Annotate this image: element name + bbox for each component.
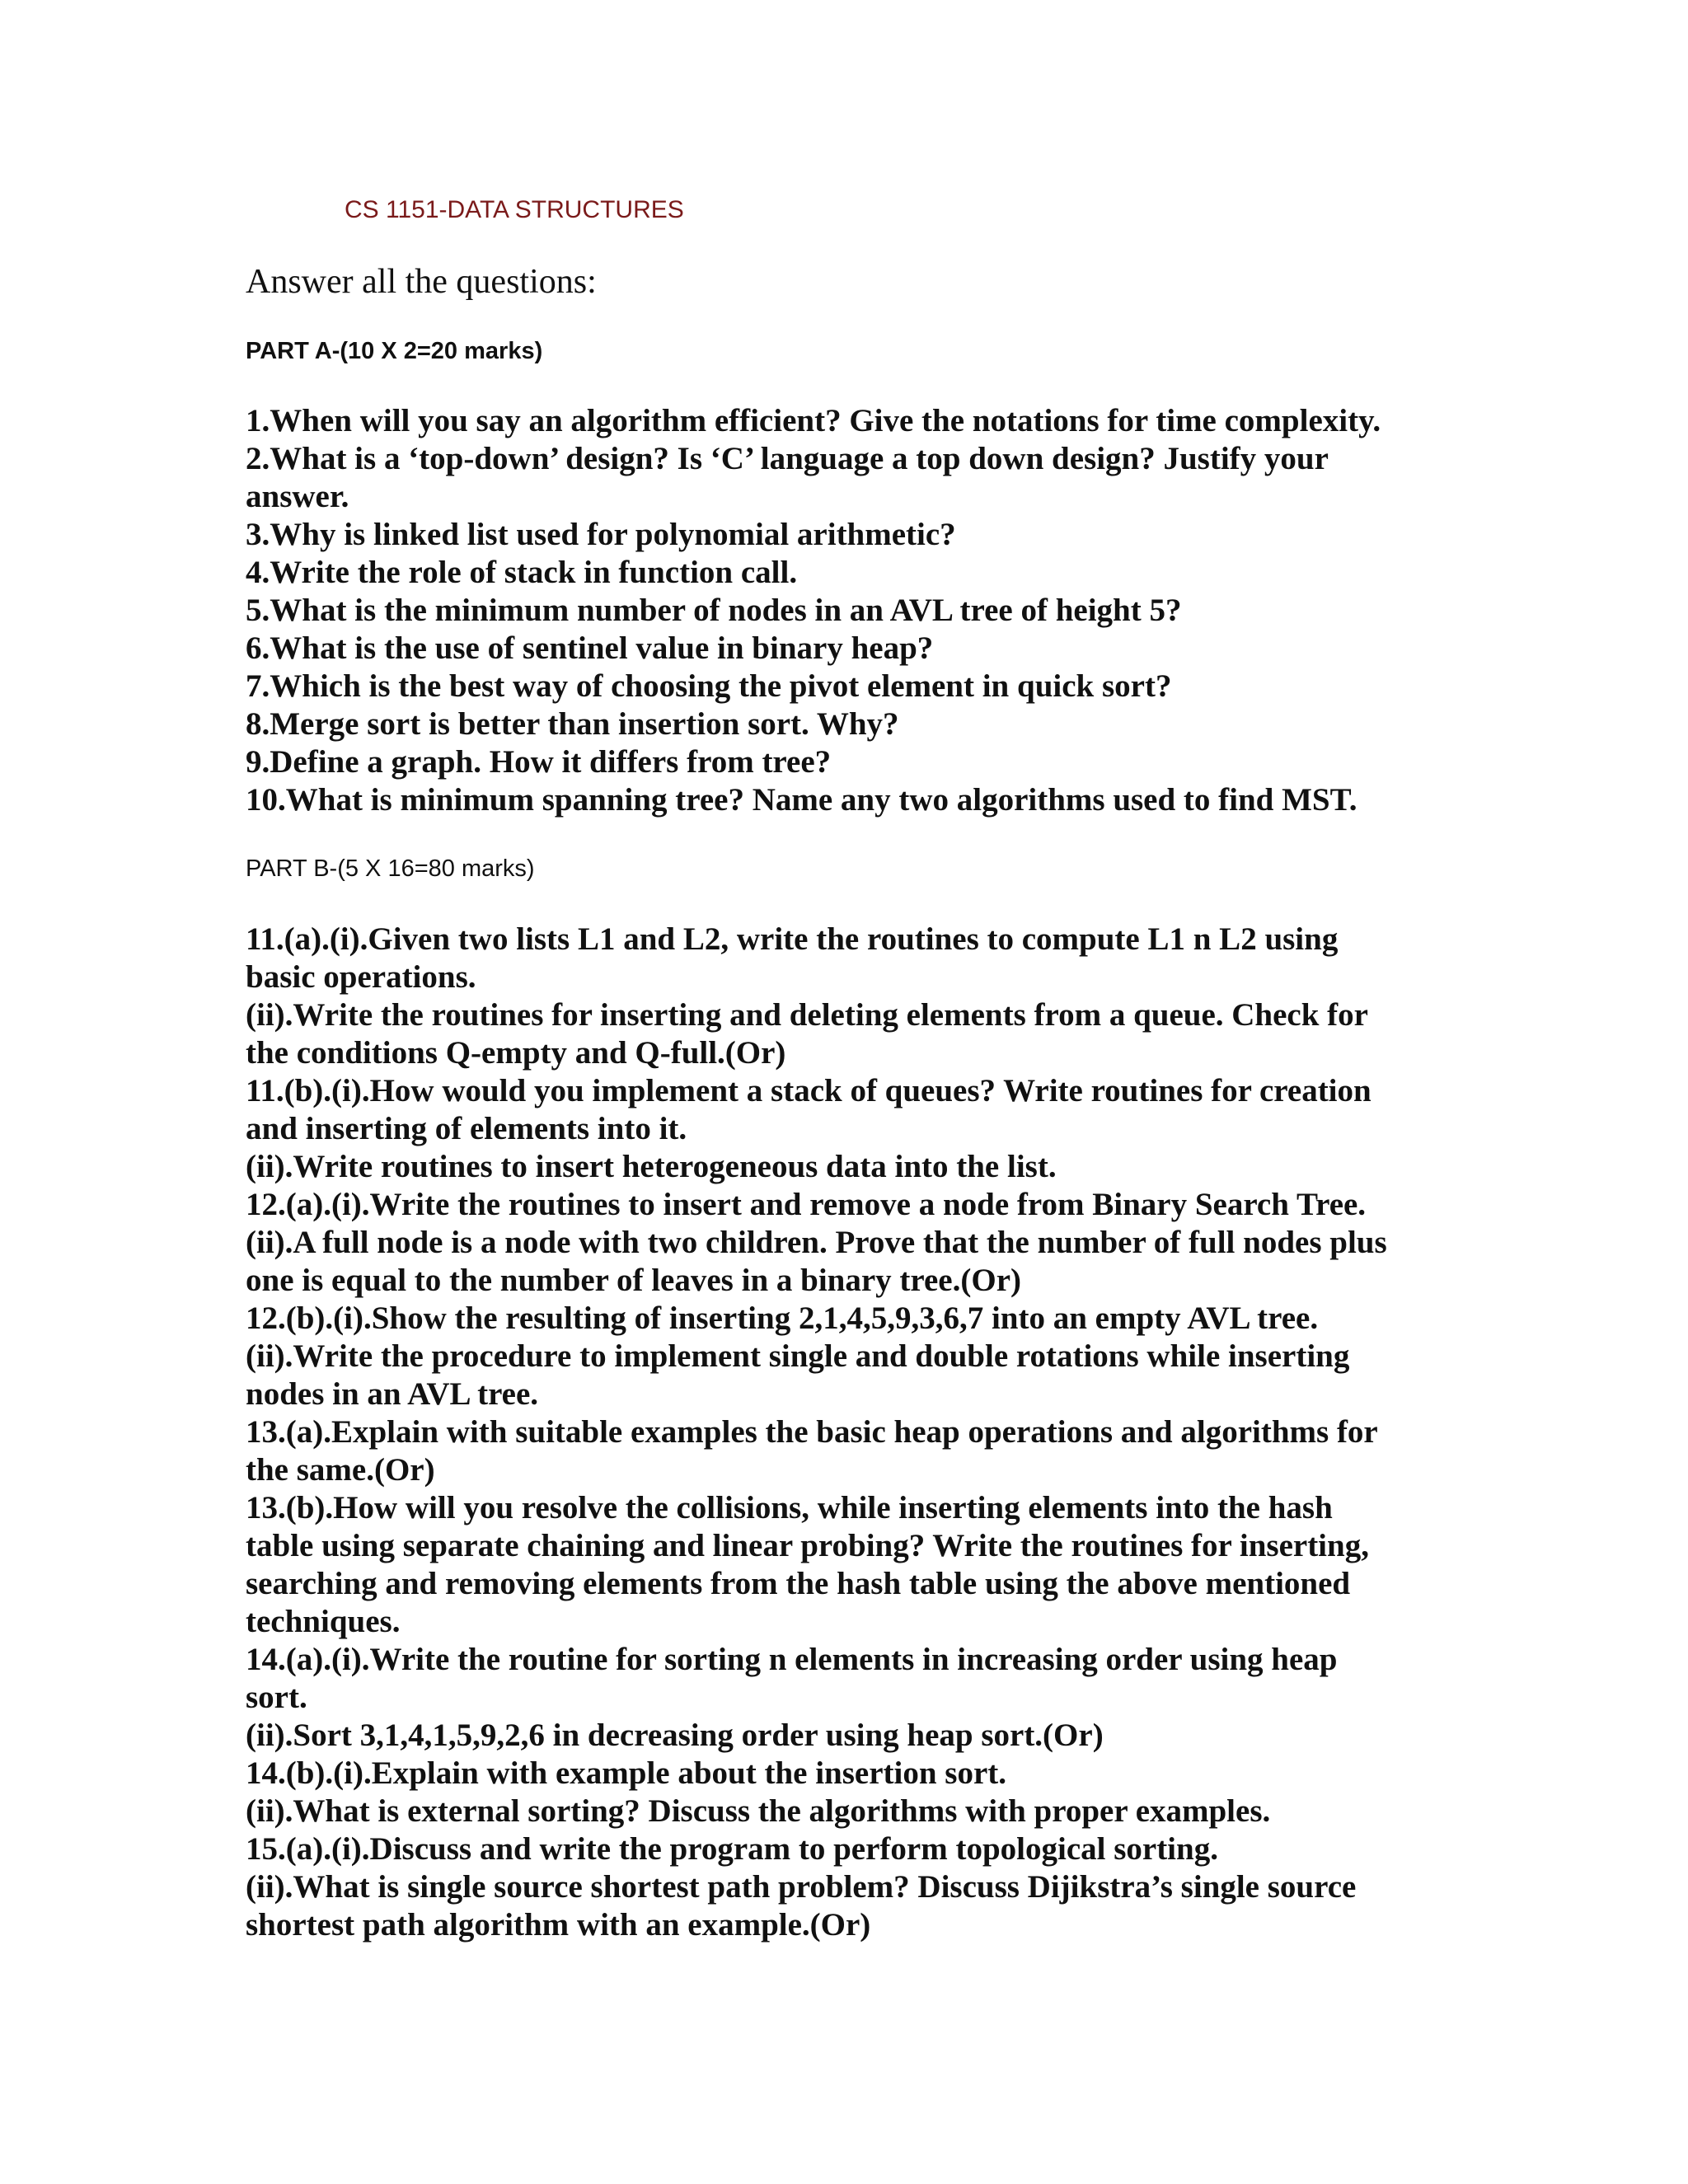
question-line: (ii).Write the routines for inserting and deleting elements from a queue. Check for (246, 997, 1368, 1033)
question-line: (ii).Write the procedure to implement single and double rotations while inserting (246, 1338, 1350, 1374)
question-line: 11.(b).(i).How would you implement a stack of queues? Write routines for creation (246, 1073, 1372, 1108)
question-line: one is equal to the number of leaves in a binary tree.(Or) (246, 1263, 1021, 1298)
part-a-heading: PART A-(10 X 2=20 marks) (246, 338, 543, 364)
question-line: techniques. (246, 1604, 401, 1639)
question-line: table using separate chaining and linear probing? Write the routines for inserting, (246, 1528, 1369, 1563)
question-line: 15.(a).(i).Discuss and write the program to perform topological sorting. (246, 1831, 1218, 1867)
question-line: 12.(b).(i).Show the resulting of inserting 2,1,4,5,9,3,6,7 into an empty AVL tree. (246, 1301, 1319, 1336)
question-line: 5.What is the minimum number of nodes in an AVL tree of height 5? (246, 593, 1182, 628)
question-line: 14.(b).(i).Explain with example about the insertion sort. (246, 1755, 1007, 1791)
question-line: 13.(a).Explain with suitable examples the basic heap operations and algorithms for (246, 1414, 1378, 1450)
question-line: 8.Merge sort is better than insertion sort. Why? (246, 706, 899, 742)
question-line: 2.What is a ‘top-down’ design? Is ‘C’ language a top down design? Justify your (246, 441, 1329, 476)
question-line: 12.(a).(i).Write the routines to insert and remove a node from Binary Search Tree. (246, 1187, 1367, 1222)
question-line: (ii).What is single source shortest path problem? Discuss Dijikstra’s single source (246, 1869, 1357, 1905)
question-line: 9.Define a graph. How it differs from tree? (246, 744, 832, 780)
part-b-heading: PART B-(5 X 16=80 marks) (246, 855, 535, 882)
course-title: CS 1151-DATA STRUCTURES (345, 196, 684, 223)
question-line: the conditions Q-empty and Q-full.(Or) (246, 1035, 786, 1071)
question-line: 11.(a).(i).Given two lists L1 and L2, write the routines to compute L1 n L2 using (246, 921, 1339, 957)
question-line: searching and removing elements from the hash table using the above mentioned (246, 1566, 1351, 1601)
question-line: 4.Write the role of stack in function call. (246, 555, 798, 590)
question-line: answer. (246, 479, 349, 514)
question-line: (ii).A full node is a node with two children. Prove that the number of full nodes plus (246, 1225, 1387, 1260)
question-line: 10.What is minimum spanning tree? Name any two algorithms used to find MST. (246, 782, 1357, 818)
part-b-questions (246, 921, 1449, 1944)
question-line: nodes in an AVL tree. (246, 1376, 539, 1412)
question-line: 3.Why is linked list used for polynomial arithmetic? (246, 517, 956, 552)
question-line: 6.What is the use of sentinel value in binary heap? (246, 630, 934, 666)
question-line: the same.(Or) (246, 1452, 435, 1488)
question-line: (ii).Sort 3,1,4,1,5,9,2,6 in decreasing order using heap sort.(Or) (246, 1718, 1104, 1753)
instructions: Answer all the questions: (246, 263, 597, 301)
question-line: 1.When will you say an algorithm efficient? Give the notations for time complexity. (246, 403, 1381, 438)
question-line: 14.(a).(i).Write the routine for sorting n elements in increasing order using heap (246, 1642, 1338, 1677)
question-line: sort. (246, 1680, 307, 1715)
question-line: shortest path algorithm with an example.(Or) (246, 1907, 871, 1943)
question-line: and inserting of elements into it. (246, 1111, 687, 1146)
part-a-questions (246, 402, 1449, 819)
question-line: basic operations. (246, 959, 476, 995)
question-line: (ii).Write routines to insert heterogeneous data into the list. (246, 1149, 1057, 1184)
question-line: 7.Which is the best way of choosing the pivot element in quick sort? (246, 668, 1172, 704)
question-line: (ii).What is external sorting? Discuss the algorithms with proper examples. (246, 1793, 1271, 1829)
question-line: 13.(b).How will you resolve the collisions, while inserting elements into the hash (246, 1490, 1333, 1526)
